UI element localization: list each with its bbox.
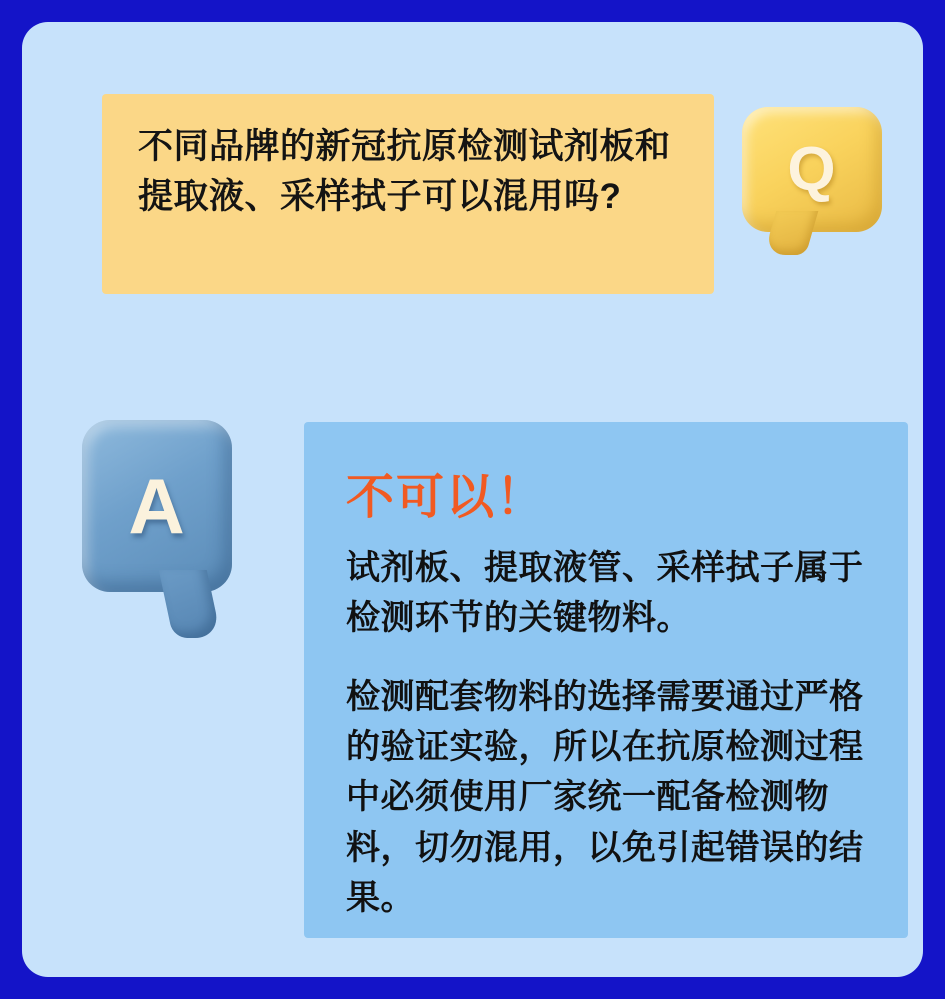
answer-bubble-icon xyxy=(82,420,232,642)
question-bubble-icon xyxy=(742,107,882,255)
question-card xyxy=(102,94,714,294)
answer-paragraph-1: 试剂板、提取液管、采样拭子属于检测环节的关键物料。 xyxy=(346,549,864,638)
question-text: 不同品牌的新冠抗原检测试剂板和提取液、采样拭子可以混用吗? xyxy=(138,127,671,216)
answer-bubble-letter: A xyxy=(128,461,186,550)
answer-card xyxy=(304,422,908,938)
poster-card xyxy=(22,22,923,977)
answer-paragraph-2: 检测配套物料的选择需要通过严格的验证实验，所以在抗原检测过程中必须使用厂家统一配备检测物料，切勿混用，以免引起错误的结果。 xyxy=(346,677,864,917)
answer-headline: 不可以！ xyxy=(346,471,547,524)
question-bubble-letter: Q xyxy=(787,135,837,204)
